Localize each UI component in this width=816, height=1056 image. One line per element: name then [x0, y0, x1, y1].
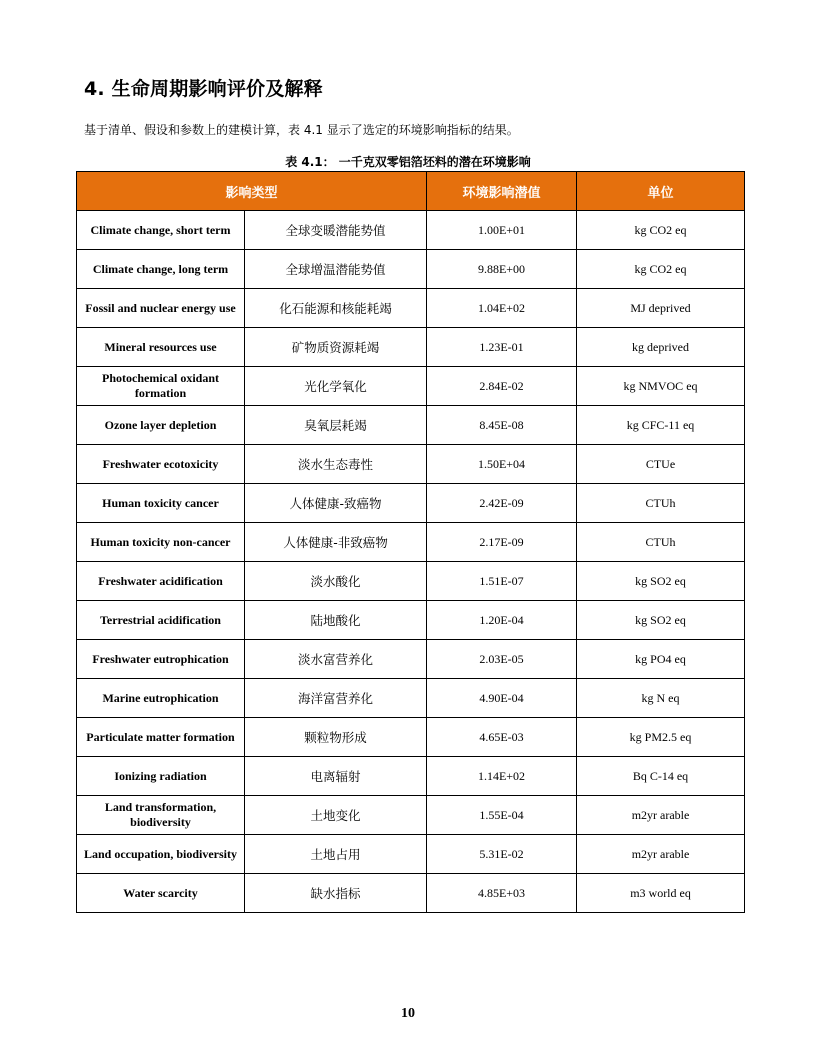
- table-caption: 表 4.1： 一千克双零铝箔坯料的潜在环境影响: [285, 155, 531, 169]
- impact-name-en: Terrestrial acidification: [77, 601, 245, 640]
- table-row: [77, 367, 745, 406]
- table-row: [77, 601, 745, 640]
- impact-value: 2.03E-05: [427, 640, 577, 679]
- impact-value: 8.45E-08: [427, 406, 577, 445]
- impact-unit: kg CFC-11 eq: [577, 406, 745, 445]
- impact-value: 1.55E-04: [427, 796, 577, 835]
- impact-name-zh: 淡水生态毒性: [245, 445, 427, 484]
- impact-name-zh: 淡水富营养化: [245, 640, 427, 679]
- impact-name-en: Land occupation, biodiversity: [77, 835, 245, 874]
- page-number: 10: [401, 1006, 415, 1021]
- table-row: [77, 835, 745, 874]
- table-body: [77, 211, 745, 913]
- impact-name-en: Ionizing radiation: [77, 757, 245, 796]
- impact-value: 1.14E+02: [427, 757, 577, 796]
- table-row: [77, 211, 745, 250]
- table-row: [77, 289, 745, 328]
- impact-unit: m2yr arable: [577, 796, 745, 835]
- table-row: [77, 484, 745, 523]
- impact-unit: kg PM2.5 eq: [577, 718, 745, 757]
- impact-unit: kg CO2 eq: [577, 211, 745, 250]
- impact-name-zh: 海洋富营养化: [245, 679, 427, 718]
- impact-name-zh: 缺水指标: [245, 874, 427, 913]
- impact-name-en: Water scarcity: [77, 874, 245, 913]
- impact-value: 4.65E-03: [427, 718, 577, 757]
- impact-value: 4.90E-04: [427, 679, 577, 718]
- impact-value: 1.20E-04: [427, 601, 577, 640]
- table-row: [77, 757, 745, 796]
- impact-name-en: Climate change, short term: [77, 211, 245, 250]
- impact-name-zh: 人体健康-致癌物: [245, 484, 427, 523]
- table-row: [77, 250, 745, 289]
- impact-unit: kg NMVOC eq: [577, 367, 745, 406]
- impact-value: 5.31E-02: [427, 835, 577, 874]
- table-row: [77, 874, 745, 913]
- impact-value: 1.51E-07: [427, 562, 577, 601]
- impact-name-en: Land transformation, biodiversity: [77, 796, 245, 835]
- impact-value: 4.85E+03: [427, 874, 577, 913]
- impact-name-zh: 臭氧层耗竭: [245, 406, 427, 445]
- impact-unit: kg deprived: [577, 328, 745, 367]
- impact-name-zh: 化石能源和核能耗竭: [245, 289, 427, 328]
- impact-table: [76, 171, 745, 913]
- impact-name-zh: 矿物质资源耗竭: [245, 328, 427, 367]
- impact-unit: kg PO4 eq: [577, 640, 745, 679]
- impact-value: 2.17E-09: [427, 523, 577, 562]
- header-impact-type: 影响类型: [77, 172, 427, 211]
- impact-value: 1.00E+01: [427, 211, 577, 250]
- table-row: [77, 718, 745, 757]
- impact-name-en: Freshwater ecotoxicity: [77, 445, 245, 484]
- impact-unit: kg SO2 eq: [577, 562, 745, 601]
- impact-unit: kg SO2 eq: [577, 601, 745, 640]
- impact-value: 2.84E-02: [427, 367, 577, 406]
- impact-name-en: Ozone layer depletion: [77, 406, 245, 445]
- impact-name-en: Photochemical oxidant formation: [77, 367, 245, 406]
- impact-name-en: Human toxicity cancer: [77, 484, 245, 523]
- impact-name-zh: 土地变化: [245, 796, 427, 835]
- impact-name-zh: 淡水酸化: [245, 562, 427, 601]
- impact-unit: kg CO2 eq: [577, 250, 745, 289]
- impact-value: 2.42E-09: [427, 484, 577, 523]
- impact-name-en: Freshwater eutrophication: [77, 640, 245, 679]
- table-row: [77, 562, 745, 601]
- impact-unit: CTUe: [577, 445, 745, 484]
- impact-name-en: Particulate matter formation: [77, 718, 245, 757]
- table-row: [77, 328, 745, 367]
- section-heading: 4. 生命周期影响评价及解释: [84, 78, 323, 100]
- impact-value: 1.23E-01: [427, 328, 577, 367]
- impact-name-en: Marine eutrophication: [77, 679, 245, 718]
- impact-name-en: Climate change, long term: [77, 250, 245, 289]
- impact-name-zh: 电离辐射: [245, 757, 427, 796]
- header-unit: 单位: [577, 172, 745, 211]
- impact-name-en: Human toxicity non-cancer: [77, 523, 245, 562]
- intro-paragraph: 基于清单、假设和参数上的建模计算，表 4.1 显示了选定的环境影响指标的结果。: [84, 123, 519, 137]
- impact-name-zh: 土地占用: [245, 835, 427, 874]
- impact-value: 1.04E+02: [427, 289, 577, 328]
- impact-name-en: Freshwater acidification: [77, 562, 245, 601]
- table-row: [77, 445, 745, 484]
- impact-unit: kg N eq: [577, 679, 745, 718]
- impact-name-zh: 人体健康-非致癌物: [245, 523, 427, 562]
- impact-unit: m2yr arable: [577, 835, 745, 874]
- impact-unit: CTUh: [577, 484, 745, 523]
- impact-unit: Bq C-14 eq: [577, 757, 745, 796]
- impact-name-zh: 光化学氧化: [245, 367, 427, 406]
- impact-name-zh: 颗粒物形成: [245, 718, 427, 757]
- impact-value: 1.50E+04: [427, 445, 577, 484]
- impact-unit: MJ deprived: [577, 289, 745, 328]
- impact-name-zh: 全球变暖潜能势值: [245, 211, 427, 250]
- header-potential-value: 环境影响潜值: [427, 172, 577, 211]
- impact-name-zh: 陆地酸化: [245, 601, 427, 640]
- table-row: [77, 523, 745, 562]
- impact-name-en: Fossil and nuclear energy use: [77, 289, 245, 328]
- table-row: [77, 679, 745, 718]
- table-row: [77, 406, 745, 445]
- table-row: [77, 640, 745, 679]
- impact-value: 9.88E+00: [427, 250, 577, 289]
- impact-unit: CTUh: [577, 523, 745, 562]
- impact-name-en: Mineral resources use: [77, 328, 245, 367]
- impact-name-zh: 全球增温潜能势值: [245, 250, 427, 289]
- impact-unit: m3 world eq: [577, 874, 745, 913]
- table-header-row: [77, 172, 745, 211]
- table-row: [77, 796, 745, 835]
